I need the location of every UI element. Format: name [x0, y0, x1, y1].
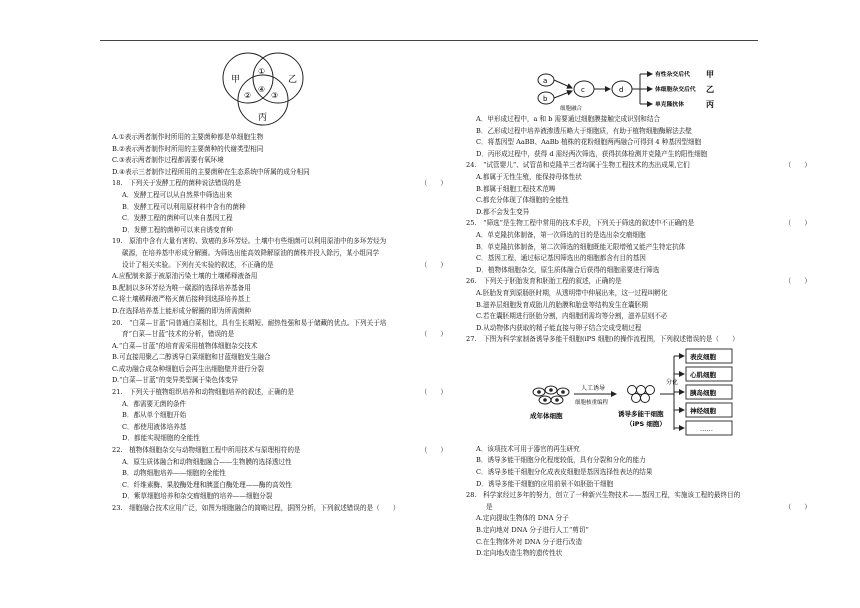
- fusion-svg: [476, 44, 811, 114]
- question-line-text: 27. 下图为科学家制备诱导多能干细胞(iPS 细胞)的操作流程图，下列叙述错误的是（ ）: [466, 335, 739, 344]
- question-line: [476, 300, 811, 312]
- question-line: [476, 149, 811, 161]
- question-line-text: B．乙形成过程中培养液渗透压略大于细胞质，有助于植物细胞酶解法去壁: [476, 126, 692, 135]
- question-line: [476, 253, 811, 265]
- question-line-text: B．动物细胞培养——细胞的全能性: [122, 469, 226, 478]
- venn-diagram: [112, 44, 447, 132]
- question-line: [112, 399, 447, 411]
- ips-differentiation-label: 分化: [666, 378, 679, 386]
- fusion-side-1: 甲: [706, 70, 714, 79]
- question-line-text: D．紫草细胞培养和杂交瘤细胞的培养——细胞分裂: [122, 492, 273, 501]
- question-line: [476, 311, 811, 323]
- question-line-text: A.应配制来源于被原油污染土壤的土壤稀释液备用: [112, 272, 258, 281]
- question-line-text: B.配制以多环芳烃为唯一碳源的选择培养基备用: [112, 283, 251, 292]
- question-line-text: A．发酵工程可以从自然界中筛选出来: [122, 190, 233, 199]
- question-line: [112, 503, 447, 515]
- answer-bracket: （ ）: [784, 277, 811, 286]
- question-line-text: C．发酵工程的菌种可以来自基因工程: [122, 214, 233, 223]
- question-line: [112, 468, 447, 480]
- question-line-text: A.“白菜—甘蓝”的培育需采用植物体细胞杂交技术: [112, 341, 258, 350]
- question-line: [476, 537, 811, 549]
- question-line: [112, 225, 447, 237]
- question-line: [112, 306, 447, 318]
- question-line: [112, 410, 447, 422]
- answer-bracket: （ ）: [420, 179, 447, 188]
- answer-bracket: （ ）: [784, 161, 811, 170]
- question-line: [466, 160, 811, 172]
- fusion-side-3: 丙: [706, 100, 714, 109]
- question-line-text: 23. 细胞融合技术应用广泛，如图为细胞融合的简略过程，据图分析，下列叙述错误的是（ ）: [112, 504, 400, 512]
- fusion-cell-b: b: [543, 95, 548, 103]
- question-line: [466, 490, 811, 502]
- question-line: [476, 126, 811, 138]
- fusion-cell-c: c: [581, 86, 585, 94]
- fusion-result-2: 体细胞杂交后代: [655, 87, 696, 93]
- right-column: [466, 44, 811, 560]
- question-line: [112, 422, 447, 434]
- question-line: [466, 276, 811, 288]
- question-line: [466, 218, 811, 230]
- question-line: [112, 178, 447, 190]
- question-line-text: 19. 原油中含有大量有害的、致癌的多环芳烃。土壤中有些细菌可以利用原油中的多环芳烃为: [112, 237, 387, 246]
- question-line: [112, 318, 447, 330]
- header-rule: [100, 40, 758, 41]
- question-line-text: D．都能实现细胞的全能性: [122, 434, 200, 443]
- question-line-text: B．都从单个细胞开始: [122, 411, 187, 420]
- question-line-text: 22. 植物体细胞杂交与动物细胞工程中所用技术与原理相符的是: [112, 446, 301, 455]
- question-line: [112, 248, 447, 260]
- question-line: [476, 548, 811, 560]
- question-line: [476, 172, 811, 184]
- question-line: [476, 525, 811, 537]
- ips-cell-2: 心肌细胞: [690, 370, 716, 379]
- question-line: [112, 236, 447, 248]
- question-line-text: A．都需要无菌的条件: [122, 399, 187, 408]
- question-line-text: 碳源，在培养基中形成分解圈。为筛选出能高效降解原油的菌株并投入除污，某小组同学: [122, 248, 380, 257]
- question-line: [476, 195, 811, 207]
- ips-left-label: 成年体细胞: [530, 411, 563, 420]
- question-line: [112, 132, 447, 144]
- question-line: [476, 265, 811, 277]
- question-line-text: B.②表示两者制作时所用的主要菌种的代谢类型相同: [112, 144, 264, 153]
- question-line: [112, 283, 447, 295]
- question-line-text: C．都使用液体培养基: [122, 422, 187, 431]
- ips-arrow-bottom: 细胞核重编程: [575, 399, 609, 406]
- question-line-text: B.可直接用聚乙二醇诱导白菜细胞和甘蓝细胞发生融合: [112, 353, 271, 362]
- answer-bracket: （ ）: [420, 388, 447, 397]
- question-line-text: 20. “白菜—甘蓝”同普通白菜相比，具有生长期短、耐热性强和易于储藏的优点。下列关于培: [112, 318, 387, 327]
- question-line: [112, 480, 447, 492]
- question-line-text: C.若在囊胚期进行胚胎分割，内细胞团需均等分割，滋养层则不必: [476, 312, 668, 321]
- question-line: [112, 364, 447, 376]
- question-line: [112, 387, 447, 399]
- question-line: [476, 230, 811, 242]
- question-line: [476, 513, 811, 525]
- question-line-text: 育“白菜—甘蓝”技术的分析，错误的是: [122, 330, 235, 339]
- answer-bracket: （ ）: [420, 260, 447, 269]
- question-line-text: A．单克隆抗体制备，第一次筛选的目的是选出杂交瘤细胞: [476, 230, 646, 239]
- answer-bracket: （ ）: [784, 219, 811, 228]
- left-question-list: [112, 132, 447, 515]
- cell-fusion-diagram: [476, 44, 811, 114]
- question-line: [476, 444, 811, 456]
- question-line-text: C.在生物体外对 DNA 分子进行改造: [476, 537, 583, 546]
- question-line: [112, 341, 447, 353]
- question-line-text: 设计了相关实验。下列有关实验的叙述，不正确的是: [122, 260, 274, 269]
- question-line-text: D.定向地改造生物的遗传性状: [476, 549, 563, 558]
- question-line: [476, 479, 811, 491]
- question-line: [476, 137, 811, 149]
- question-line-text: C．基因工程，通过标记基因筛选出的细胞都含有目的基因: [476, 254, 646, 263]
- question-line-text: B.都属于细胞工程技术范畴: [476, 184, 556, 193]
- question-line: [112, 445, 447, 457]
- question-line: [112, 457, 447, 469]
- answer-bracket: （ ）: [784, 502, 811, 511]
- question-line-text: A.胚胎发育到原肠胚时期，从透明带中伸展出来，这一过程叫孵化: [476, 288, 668, 297]
- question-line-text: D．丙形成过程中，获得 d 需经两次筛选，获得抗体检测并克隆产生的阳性细胞: [476, 149, 708, 158]
- question-line: [112, 294, 447, 306]
- question-line-text: A．原生质体融合和动物细胞融合——生物膜的选择透过性: [122, 457, 292, 466]
- fusion-side-2: 乙: [706, 85, 714, 94]
- question-line-text: 21. 下列关于植物组织培养和动物细胞培养的叙述，正确的是: [112, 388, 294, 397]
- question-line-text: 26. 下列关于胚胎发育和胚胎工程的叙述，正确的是: [466, 277, 622, 286]
- question-line-text: B．单克隆抗体制备，第二次筛选的细胞既能无限增殖又能产生特定抗体: [476, 242, 686, 251]
- question-line-text: A．该项技术可用于器官的再生研究: [476, 444, 580, 453]
- question-line-text: 25. “筛选”是生物工程中常用的技术手段，下列关于筛选的叙述中不正确的是: [466, 219, 695, 228]
- question-line: [112, 213, 447, 225]
- question-line: [466, 334, 811, 346]
- fusion-result-3: 单克隆抗体: [655, 102, 684, 108]
- question-line: [476, 455, 811, 467]
- question-line-text: 28. 科学家经过多年的努力，创立了一种新兴生物技术——基因工程，实施该工程的最终目的: [466, 491, 741, 500]
- ips-center-label-1: 诱导多能干细胞: [618, 409, 664, 418]
- venn-bing: 丙: [258, 113, 268, 123]
- question-line: [112, 144, 447, 156]
- venn-region-3: ③: [271, 91, 279, 100]
- ips-svg: [476, 346, 811, 444]
- question-line-text: D.在选择培养基上能形成分解圈的即为所需菌种: [112, 306, 252, 315]
- ips-diagram: [476, 346, 811, 444]
- question-line: [112, 491, 447, 503]
- left-column: [112, 44, 447, 515]
- ips-cell-4: 神经细胞: [690, 406, 716, 415]
- question-line-text: C．将基因型 AaBB、AaBb 植株的花粉细胞两两融合可得到 4 种基因型细胞: [476, 138, 702, 147]
- question-line-text: A.①表示两者制作时所用的主要菌种都是单细胞生物: [112, 133, 264, 141]
- fusion-cell-a: a: [543, 77, 548, 85]
- question-line-text: C.成功融合成杂种细胞后会再生出细胞壁并进行分裂: [112, 364, 264, 373]
- question-line-text: A．甲形成过程中，a 和 b 需要通过细胞膜接触完成识别和结合: [476, 115, 661, 123]
- right-top-question-list: [466, 114, 811, 346]
- ips-cell-1: 表皮细胞: [690, 352, 716, 361]
- question-line-text: B.定向地对 DNA 分子进行人工“剪切”: [476, 526, 589, 535]
- venn-region-4: ④: [258, 85, 266, 94]
- adult-cells-icon: [533, 386, 569, 404]
- question-line-text: C.都充分体现了体细胞的全能性: [476, 196, 569, 205]
- right-bottom-question-list: [466, 444, 811, 560]
- question-line-text: 18. 下列关于发酵工程的菌种说法错误的是: [112, 179, 242, 188]
- venn-svg: [112, 44, 447, 132]
- venn-region-1: ①: [258, 67, 266, 76]
- question-line: [476, 323, 811, 335]
- question-line-text: C．诱导多能干细胞分化成表皮细胞是基因选择性表达的结果: [476, 468, 653, 477]
- question-line: [476, 207, 811, 219]
- venn-yi: 乙: [288, 75, 298, 85]
- question-line-text: D．诱导多能干细胞的应用前景不如胚胎干细胞: [476, 479, 614, 488]
- question-line-text: D.都不会发生变异: [476, 207, 530, 216]
- question-line-text: B．发酵工程可以利用原材料中含有的菌种: [122, 202, 246, 211]
- question-line: [112, 352, 447, 364]
- question-line-text: D．植物体细胞杂交，原生质体融合后获得的细胞需要进行筛选: [476, 265, 660, 274]
- question-line: [112, 375, 447, 387]
- question-line-text: A.定向提取生物体的 DNA 分子: [476, 514, 569, 523]
- question-line: [476, 502, 811, 514]
- question-line: [476, 114, 811, 126]
- question-line: [112, 155, 447, 167]
- question-line: [112, 271, 447, 283]
- question-line-text: A.都属于无性生殖，能保持母体性状: [476, 172, 582, 181]
- question-line: [112, 329, 447, 341]
- question-line: [476, 467, 811, 479]
- question-line: [112, 167, 447, 179]
- question-line: [476, 242, 811, 254]
- question-line-text: D．发酵工程的菌种可以来自诱变育种: [122, 225, 233, 234]
- question-line-text: D.从动物体内获取的精子能直接与卵子结合完成受精过程: [476, 323, 642, 332]
- ips-arrow-top: 人工诱导: [581, 384, 606, 392]
- question-line-text: B.滋养层细胞发育成胎儿的胎膜和胎盘等结构发生在囊胚期: [476, 300, 648, 309]
- fusion-cell-d: d: [619, 86, 624, 94]
- question-line-text: D.“白菜—甘蓝”的变异类型属于染色体变异: [112, 376, 238, 385]
- question-line-text: 是: [486, 502, 493, 511]
- venn-jia: 甲: [231, 75, 241, 85]
- question-line-text: C.将土壤稀释液严格灭菌后接种到选择培养基上: [112, 295, 251, 304]
- ips-cell-3: 胰岛细胞: [690, 388, 716, 397]
- question-line-text: B．诱导多能干细胞分化程度较低，具有分裂和分化的能力: [476, 456, 646, 465]
- venn-region-2: ②: [244, 91, 252, 100]
- question-line-text: C.③表示两者制作过程都需要有氧环境: [112, 156, 224, 165]
- answer-bracket: （ ）: [420, 330, 447, 339]
- question-line: [112, 190, 447, 202]
- question-line-text: D.④表示三者制作过程所用的主要菌种在生态系统中所属的成分相同: [112, 167, 310, 176]
- question-line: [476, 184, 811, 196]
- question-line: [112, 260, 447, 272]
- question-line: [112, 202, 447, 214]
- ips-cells-icon: [628, 385, 655, 402]
- fusion-result-1: 有性杂交后代: [655, 72, 690, 78]
- fusion-label: 细胞融合: [560, 106, 583, 112]
- question-line-text: 24. “试管婴儿”、试管苗和克隆羊三者均属于生物工程技术的杰出成果,它们: [466, 161, 690, 170]
- question-line: [476, 288, 811, 300]
- ips-center-label-2: （iPS 细胞）: [626, 419, 666, 428]
- answer-bracket: （ ）: [420, 446, 447, 455]
- question-line-text: C．纤维素酶、果胶酶处理和胰蛋白酶处理——酶的高效性: [122, 480, 292, 489]
- question-line: [112, 433, 447, 445]
- ips-cell-5: ……: [700, 424, 713, 433]
